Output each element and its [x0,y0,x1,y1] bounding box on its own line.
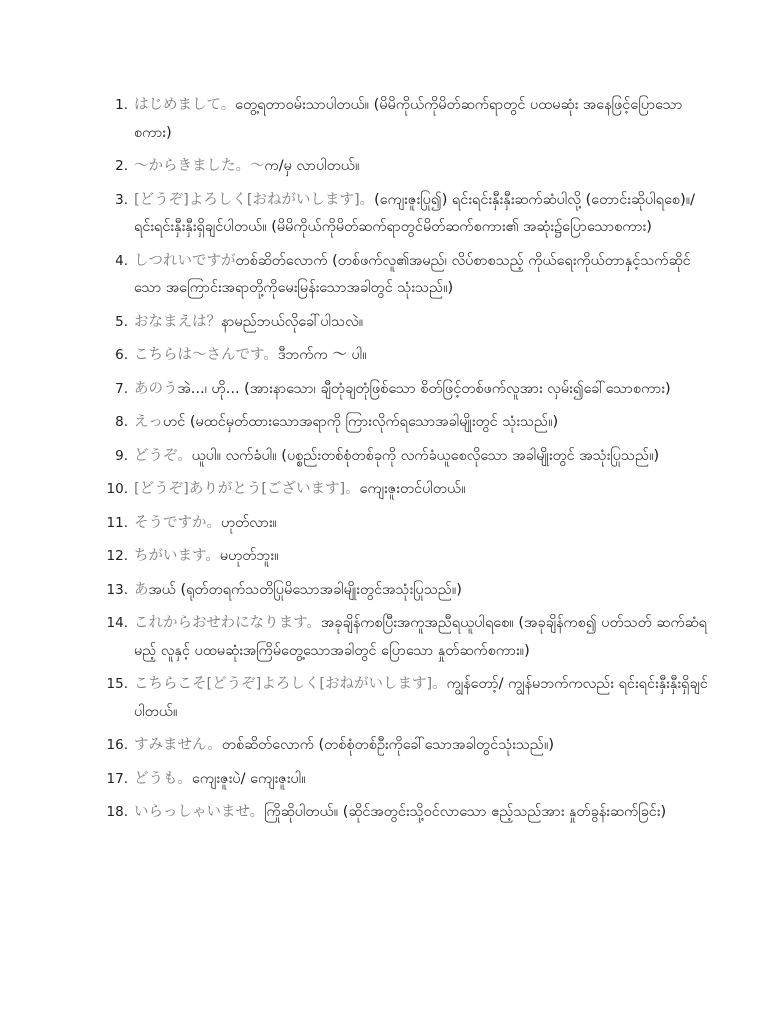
item-number: 11. [106,514,128,531]
myanmar-translation: (ကျေးဇူးပြု၍) ရင်းရင်းနှီးနှီးဆက်ဆံပါလို့ (တောင်းဆိုပါရစေ)။/ ရင်းရင်းနှီးနှီးရှိချင်ပါတယ်။ (မိမိကိုယ်ကိုမိတ်ဆက်ရာတွင်မိတ်ဆက်စကား၏ အဆုံး၌ပြောသောစကား) [134,191,696,235]
japanese-phrase: しつれいですが [134,252,236,269]
item-number: 18. [106,804,128,820]
myanmar-translation: ဒီဘက်က ～ ပါ။ [277,347,367,363]
japanese-phrase: すみません。 [134,737,222,753]
list-item [115,443,708,471]
japanese-phrase: はじめまして。 [134,97,236,113]
myanmar-translation: မဟုတ်ဘူး။ [219,548,279,564]
item-number: 3. [115,191,128,208]
item-number: 8. [115,414,128,430]
myanmar-translation: ဟုတ်လား။ [221,514,277,531]
item-number: 6. [115,347,128,363]
item-number: 14. [106,615,128,631]
list-item [115,342,708,370]
myanmar-translation: က/မှ လာပါတယ်။ [264,158,360,174]
list-item [115,153,708,181]
myanmar-translation: ယူပါ။ လက်ခံပါ။ (ပစ္စည်းတစ်စုံတစ်ခုကို လက်ခံယူစေလိုသော အခါမျိုးတွင် အသုံးပြုသည်။) [191,447,660,464]
list-item [106,799,708,827]
list-item [106,577,708,605]
myanmar-translation: နာမည်ဘယ်လိုခေါ်ပါသလဲ။ [221,313,364,330]
item-number: 1. [115,97,128,113]
list-item [106,766,708,794]
myanmar-translation: ကျေးဇူးပဲ/ ကျေးဇူးပါ။ [192,770,306,787]
japanese-phrase: おなまえは？ [134,313,221,330]
myanmar-translation: အခုချိန်ကစပြီးအကူအညီရယူပါရစေ။ (အခုချိန်ကစ၍ ပတ်သတ် ဆက်ဆံရမည့် လူနှင့် ပထမဆုံးအကြိမ်တွေ့သောအခါတွင် ပြောသော နှုတ်ဆက်စကား။) [134,615,707,659]
list-item [115,248,708,303]
japanese-phrase: あ [134,581,149,598]
list-item [106,671,708,726]
japanese-phrase: そうですか。 [134,514,221,531]
myanmar-translation: အယ် (ရုတ်တရက်သတိပြုမိသောအခါမျိုးတွင်အသုံးပြုသည်။) [148,581,462,598]
item-number: 5. [115,313,128,330]
myanmar-translation: ကြိုဆိုပါတယ်။ (ဆိုင်အတွင်းသို့ဝင်လာသော ဧည့်သည်အား နှုတ်ခွန်းဆက်ခြင်း) [264,804,667,820]
item-number: 12. [106,548,128,564]
item-number: 15. [106,676,128,692]
myanmar-translation: ကျေးဇူးတင်ပါတယ်။ [359,481,466,497]
japanese-phrase: ちがいます。 [134,548,220,564]
list-item [106,610,708,665]
japanese-phrase: えっ [134,414,163,430]
list-item [106,732,708,760]
item-number: 9. [115,447,128,464]
item-number: 16. [106,737,128,753]
list-item [106,476,708,504]
list-item [106,510,708,538]
japanese-phrase: [どうぞ]ありがとう[ございます]。 [134,481,360,497]
phrase-list [106,92,708,827]
list-item [115,309,708,337]
japanese-phrase: ～からきました。～ [134,158,265,174]
myanmar-translation: ကျွန်တော့်/ ကျွန်မဘက်ကလည်း ရင်းရင်းနှီးနှီးရှိချင်ပါတယ်။ [134,676,708,720]
japanese-phrase: どうぞ。 [134,447,192,464]
myanmar-translation: အဲ...၊ ဟို... (အားနာသော၊ ချီတုံချတုံဖြစ်သော စိတ်ဖြင့်တစ်ဖက်လူအား လှမ်း၍ခေါ်သောစကား) [177,380,671,397]
item-number: 4. [115,252,128,269]
item-number: 17. [106,770,128,787]
japanese-phrase: これからおせわになります。 [134,615,321,631]
japanese-phrase: こちらこそ[どうぞ]よろしく[おねがいします]。 [134,676,447,692]
list-item [115,409,708,437]
japanese-phrase: [どうぞ]よろしく[おねがいします]。 [134,191,375,208]
japanese-phrase: いらっしゃいませ。 [134,804,265,820]
list-item [115,92,708,147]
japanese-phrase: あのう [134,380,178,397]
item-number: 10. [106,481,128,497]
myanmar-translation: တစ်ဆိတ်လောက် (တစ်စုံတစ်ဦးကိုခေါ်သောအခါတွင်သုံးသည်။) [221,737,554,753]
list-item [115,187,708,242]
item-number: 2. [115,158,128,174]
myanmar-translation: တစ်ဆိတ်လောက် (တစ်ဖက်လူ၏အမည်၊ လိပ်စာစသည့် ကိုယ်ရေးကိုယ်တာနှင့်သက်ဆိုင်သော အကြောင်းအရာတို့ကိုမေးမြန်းသောအခါတွင် သုံးသည်။) [134,252,691,296]
myanmar-translation: ဟင် (မထင်မှတ်ထားသောအရာကို ကြားလိုက်ရသောအခါမျိုးတွင် သုံးသည်။) [163,414,559,430]
item-number: 13. [106,581,128,598]
list-item [106,543,708,571]
list-item [115,376,708,404]
item-number: 7. [115,380,128,397]
japanese-phrase: どうも。 [134,770,192,787]
myanmar-translation: တွေ့ရတာဝမ်းသာပါတယ်။ (မိမိကိုယ်ကိုမိတ်ဆက်ရာတွင် ပထမဆုံး အနေဖြင့်ပြောသောစကား) [134,97,683,141]
japanese-phrase: こちらは～さんです。 [134,347,278,363]
